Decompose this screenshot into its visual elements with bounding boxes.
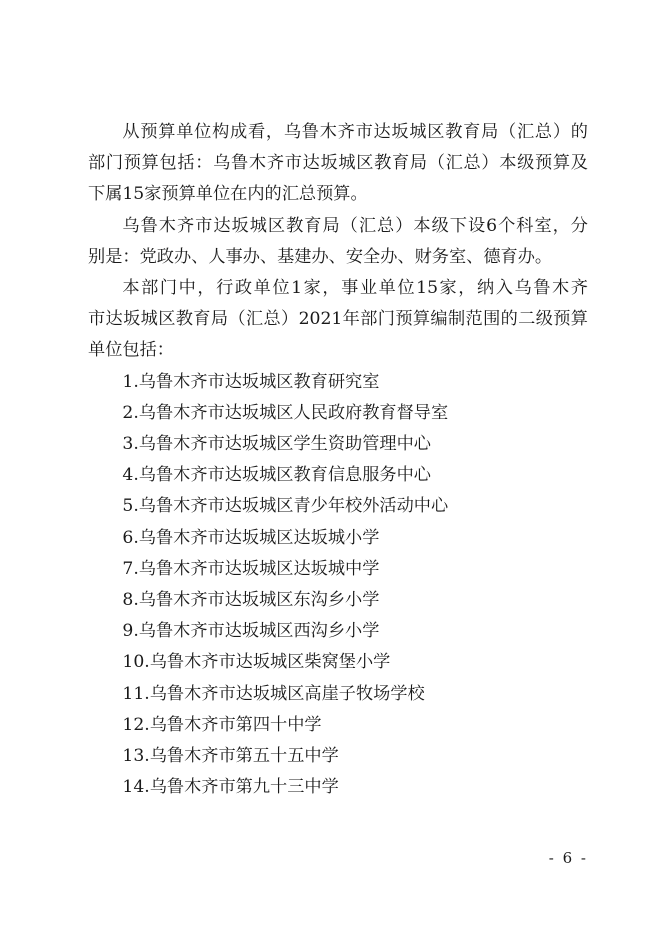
list-item: 1.乌鲁木齐市达坂城区教育研究室 <box>122 371 380 392</box>
paragraph-unit-scope <box>88 273 588 367</box>
paragraph-line: 本部门中，行政单位1家，事业单位15家，纳入乌鲁木齐 <box>122 278 588 299</box>
paragraph-line: 下属15家预算单位在内的汇总预算。 <box>88 184 368 205</box>
body-text <box>88 117 588 803</box>
list-item: 4.乌鲁木齐市达坂城区教育信息服务中心 <box>122 465 431 486</box>
unit-list <box>88 367 588 804</box>
list-item: 14.乌鲁木齐市第九十三中学 <box>122 777 339 798</box>
paragraph-line: 部门预算包括：乌鲁木齐市达坂城区教育局（汇总）本级预算及 <box>88 153 588 174</box>
paragraph-departments <box>88 211 588 273</box>
paragraph-line: 从预算单位构成看，乌鲁木齐市达坂城区教育局（汇总）的 <box>122 122 588 142</box>
list-item: 6.乌鲁木齐市达坂城区达坂城小学 <box>122 527 380 548</box>
list-item: 3.乌鲁木齐市达坂城区学生资助管理中心 <box>122 434 431 455</box>
list-item: 7.乌鲁木齐市达坂城区达坂城中学 <box>122 558 380 579</box>
list-item: 12.乌鲁木齐市第四十中学 <box>122 714 322 735</box>
page-number: - 6 - <box>548 849 588 867</box>
paragraph-line: 单位包括： <box>88 340 174 361</box>
list-item: 9.乌鲁木齐市达坂城区西沟乡小学 <box>122 621 380 642</box>
paragraph-budget-composition <box>88 117 588 211</box>
list-item: 5.乌鲁木齐市达坂城区青少年校外活动中心 <box>122 496 449 517</box>
list-item: 10.乌鲁木齐市达坂城区柴窝堡小学 <box>122 652 391 673</box>
list-item: 2.乌鲁木齐市达坂城区人民政府教育督导室 <box>122 402 449 423</box>
paragraph-line: 市达坂城区教育局（汇总）2021年部门预算编制范围的二级预算 <box>88 309 588 330</box>
list-item: 11.乌鲁木齐市达坂城区高崖子牧场学校 <box>122 683 425 704</box>
paragraph-line: 别是：党政办、人事办、基建办、安全办、财务室、德育办。 <box>88 246 553 267</box>
paragraph-line: 乌鲁木齐市达坂城区教育局（汇总）本级下设6个科室，分 <box>122 215 588 236</box>
list-item: 13.乌鲁木齐市第五十五中学 <box>122 746 339 767</box>
list-item: 8.乌鲁木齐市达坂城区东沟乡小学 <box>122 590 380 611</box>
